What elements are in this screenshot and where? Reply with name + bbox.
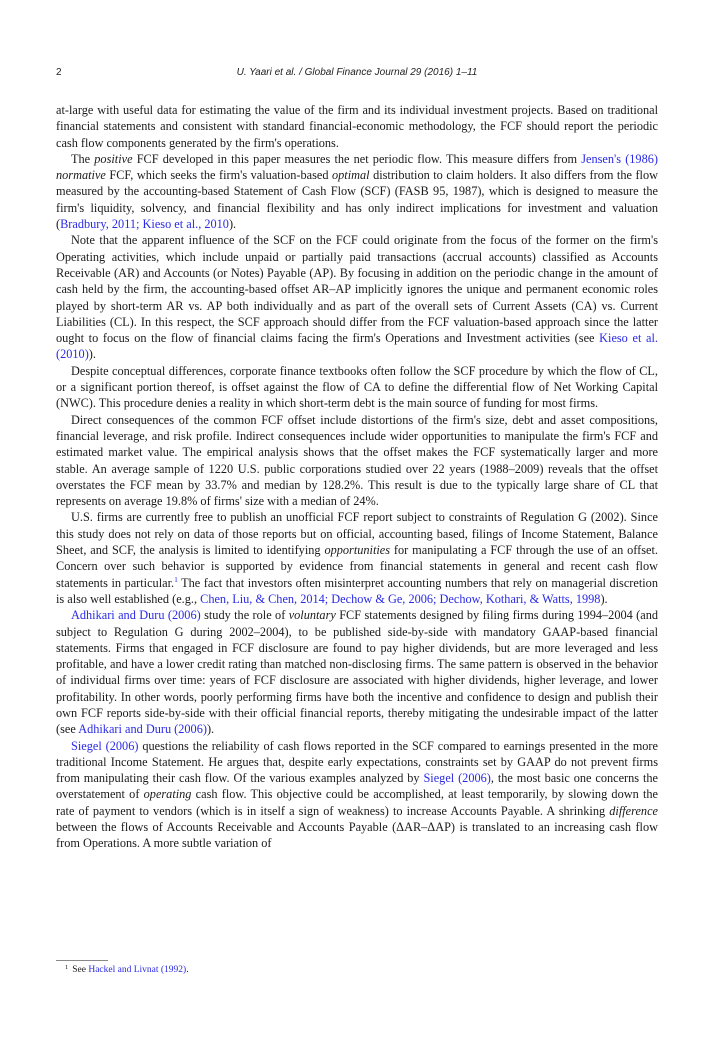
text-run: ). xyxy=(228,217,237,232)
citation-link-kieso-2010[interactable]: Kieso et al. (2010) xyxy=(56,331,658,362)
text-run: , the most basic one concerns the overstatement of xyxy=(56,771,658,802)
text-run: ). xyxy=(206,722,215,737)
text-run: The fact that investors often misinterpret accounting numbers that rely on managerial discretion is also well established (e.g., xyxy=(56,575,658,606)
text-run: FCF statements designed by filing firms during 1994–2004 (and subject to Regulation G during 2002–2004), to be published side-by-side with mandatory GAAP-based financial statements. Firms that engaged in FCF disclosure are found to pay higher dividends, but are more leveraged and less profitable, and have a lower credit rating than matched non-disclosing firms. The same pattern is observed in the behavior of individual firms over time: years of FCF disclosure are associated with higher dividends, higher leverage, and lower profitability. In other words, poorly performing firms have both the incentive and confidence to design and publish their own FCF reports side-by-side with their official financial reports, thereby mitigating the undesirable impact of the latter (see xyxy=(56,608,659,737)
text-run: between the flows of Accounts Receivable and Accounts Payable (ΔAR–ΔAP) is translated to an increasing cash flow from Operations. A more subtle variation of xyxy=(56,820,658,851)
text-run: Note that the apparent influence of the SCF on the FCF could originate from the focus of the former on the firm's Operating activities, which include unpaid or partially paid transactions (accrual accounts) classified as Accounts Receivable (AR) and Accounts (or Notes) Payable (AP). By focusing in addition on the periodic change in the amount of cash held by the firm, the accounting-based offset AR–AP implicitly ignores the unique and permanent economic roles played by short-term AR vs. AP both individually and as part of the overall sets of Current Assets (CA) vs. Current Liabilities (CL). In this respect, the SCF approach should differ from the FCF valuation-based approach since the latter ought to focus on the flow of financial claims facing the firm's Operations and Investment activities (see xyxy=(56,233,658,346)
citation-link-siegel-2006[interactable]: Siegel (2006) xyxy=(71,738,139,753)
paragraph-8 xyxy=(56,738,658,852)
footnote-1 xyxy=(65,964,655,976)
body-text xyxy=(56,102,658,852)
citation-link-jensen-1986[interactable]: Jensen's (1986) xyxy=(581,151,658,166)
citation-link-siegel-2006[interactable]: Siegel (2006) xyxy=(423,771,491,786)
italic-term: optimal xyxy=(332,168,370,183)
citation-link-bradbury-kieso[interactable]: Bradbury, 2011; Kieso et al., 2010 xyxy=(60,217,229,232)
paragraph-2 xyxy=(56,151,658,232)
text-run: The xyxy=(71,151,95,166)
footnote-divider xyxy=(56,960,108,961)
text-run: distribution to claim holders. It also differs from the flow measured by the accounting-based Statement of Cash Flow (SCF) (FASB 95, 1987), which is designed to measure the firm's liquidity, solvency, and financial flexibility and has only indirect implications for investment and valuation ( xyxy=(56,168,658,232)
paragraph-3 xyxy=(56,232,658,362)
text-run: ). xyxy=(88,347,96,362)
italic-term: positive xyxy=(94,151,133,166)
paragraph-text: at-large with useful data for estimating the value of the firm and its individual investment projects. Based on traditional financial statements and consistent with standard financial-economic methodology, the FCF should report the periodic cash flow components generated by the firm's operations. xyxy=(56,103,658,150)
text-run: cash flow. This objective could be accomplished, at least temporarily, by slowing down the rate of payment to vendors (which is in itself a sign of weakness) to increase Accounts Payable. A shrinking xyxy=(56,787,658,818)
paragraph-6 xyxy=(56,509,658,607)
running-header xyxy=(56,67,658,83)
paragraph-7 xyxy=(56,607,658,737)
citation-link-adhikari-duru-2006[interactable]: Adhikari and Duru (2006) xyxy=(78,722,207,737)
text-run: U.S. firms are currently free to publish an unofficial FCF report subject to constraints of Regulation G (2002). Since this study does not rely on data of those reports but on official, accounting based, filings of Income Statement, Balance Sheet, and SCF, the analysis is limited to identifying xyxy=(56,510,658,558)
text-run: study the role of xyxy=(200,608,289,623)
italic-term: opportunities xyxy=(324,543,391,558)
citation-link-hackel-livnat-1992[interactable]: Hackel and Livnat (1992) xyxy=(88,965,187,975)
page-number: 2 xyxy=(56,67,62,78)
journal-reference: U. Yaari et al. / Global Finance Journal 29 (2016) 1–11 xyxy=(236,67,478,78)
text-run: questions the reliability of cash flows reported in the SCF compared to earnings presented in the more traditional Income Statement. He argues that, despite early expectations, constraints set by GAAP do not prevent firms from manipulating their cash flow. Of the various examples analyzed by xyxy=(56,738,658,786)
citation-link-adhikari-duru-2006[interactable]: Adhikari and Duru (2006) xyxy=(71,608,201,623)
footnote-mark: 1 xyxy=(65,964,69,971)
italic-term: voluntary xyxy=(288,608,336,623)
text-run: for manipulating a FCF through the use of an offset. Concern over such behavior is supported by evidence from financial statements in general and recent cash flow statements in particular. xyxy=(56,543,658,590)
paragraph-4 xyxy=(56,363,658,412)
footnote-text: See xyxy=(72,965,89,975)
italic-term: operating xyxy=(143,787,192,802)
paragraph-5 xyxy=(56,412,658,510)
paragraph-text: Despite conceptual differences, corporate finance textbooks often follow the SCF procedure by which the flow of CL, or a significant portion thereof, is offset against the flow of CA to define the differential flow of Net Working Capital (NWC). This procedure denies a reality in which short-term debt is the main source of funding for most firms. xyxy=(56,363,658,411)
text-run: ). xyxy=(600,591,608,606)
paragraph-text: Direct consequences of the common FCF offset include distortions of the firm's size, debt and asset compositions, financial leverage, and risk profile. Indirect consequences include wider opportunities to manipulate the firm's FCF and estimated market value. The empirical analysis shows that the offset makes the FCF systematically larger and more stable. An average sample of 1220 U.S. public corporations studied over 22 years (1988–2009) reveals that the offset overstates the FCF mean by 33.7% and median by 128.2%. This result is due to the typically large share of CL that represents on average 19.8% of firms' size with a median of 24%. xyxy=(56,412,658,509)
footnote-ref-1[interactable]: 1 xyxy=(174,574,178,584)
citation-link-chen-dechow[interactable]: Chen, Liu, & Chen, 2014; Dechow & Ge, 2006; Dechow, Kothari, & Watts, 1998 xyxy=(200,591,601,606)
paragraph-1 xyxy=(56,102,658,151)
italic-term: normative xyxy=(56,168,106,183)
text-run: FCF, which seeks the firm's valuation-based xyxy=(105,168,332,183)
text-run: FCF developed in this paper measures the net periodic flow. This measure differs from xyxy=(132,151,582,166)
footnote-text: . xyxy=(186,965,189,975)
italic-term: difference xyxy=(609,803,658,818)
